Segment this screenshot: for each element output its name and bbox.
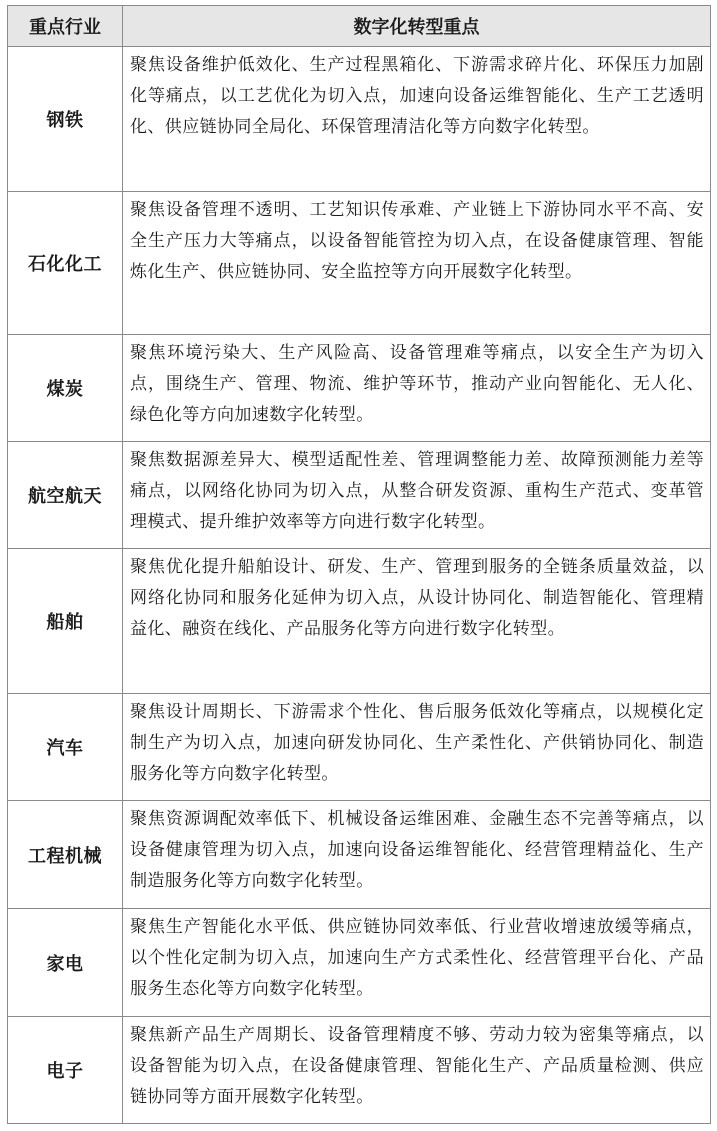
table-row — [8, 442, 711, 549]
header-focus: 数字化转型重点 — [123, 6, 711, 47]
industry-cell: 石化化工 — [8, 192, 123, 335]
focus-cell: 聚焦生产智能化水平低、供应链协同效率低、行业营收增速放缓等痛点，以个性化定制为切入点，加速向生产方式柔性化、经营管理平台化、产品服务生态化等方向数字化转型。 — [123, 909, 711, 1017]
industry-cell: 电子 — [8, 1017, 123, 1124]
industry-cell: 钢铁 — [8, 47, 123, 192]
header-industry: 重点行业 — [8, 6, 123, 47]
focus-cell: 聚焦环境污染大、生产风险高、设备管理难等痛点，以安全生产为切入点，围绕生产、管理、物流、维护等环节，推动产业向智能化、无人化、绿色化等方向加速数字化转型。 — [123, 335, 711, 442]
industry-cell: 工程机械 — [8, 801, 123, 909]
focus-cell: 聚焦设备维护低效化、生产过程黑箱化、下游需求碎片化、环保压力加剧化等痛点，以工艺优化为切入点，加速向设备运维智能化、生产工艺透明化、供应链协同全局化、环保管理清洁化等方向数字化转型。 — [123, 47, 711, 192]
table-row — [8, 694, 711, 801]
table-row — [8, 192, 711, 335]
table-row — [8, 1017, 711, 1124]
table-row — [8, 801, 711, 909]
table-row — [8, 909, 711, 1017]
focus-cell: 聚焦资源调配效率低下、机械设备运维困难、金融生态不完善等痛点，以设备健康管理为切入点，加速向设备运维智能化、经营管理精益化、生产制造服务化等方向数字化转型。 — [123, 801, 711, 909]
table-header-row — [8, 6, 711, 47]
focus-cell: 聚焦数据源差异大、模型适配性差、管理调整能力差、故障预测能力差等痛点，以网络化协同为切入点，从整合研发资源、重构生产范式、变革管理模式、提升维护效率等方向进行数字化转型。 — [123, 442, 711, 549]
industry-cell: 汽车 — [8, 694, 123, 801]
focus-cell: 聚焦优化提升船舶设计、研发、生产、管理到服务的全链条质量效益，以网络化协同和服务化延伸为切入点，从设计协同化、制造智能化、管理精益化、融资在线化、产品服务化等方向进行数字化转型。 — [123, 549, 711, 694]
industry-cell: 煤炭 — [8, 335, 123, 442]
table-row — [8, 549, 711, 694]
focus-cell: 聚焦新产品生产周期长、设备管理精度不够、劳动力较为密集等痛点，以设备智能为切入点，在设备健康管理、智能化生产、产品质量检测、供应链协同等方面开展数字化转型。 — [123, 1017, 711, 1124]
industry-cell: 航空航天 — [8, 442, 123, 549]
focus-cell: 聚焦设备管理不透明、工艺知识传承难、产业链上下游协同水平不高、安全生产压力大等痛点，以设备智能管控为切入点，在设备健康管理、智能炼化生产、供应链协同、安全监控等方向开展数字化转型。 — [123, 192, 711, 335]
table-row — [8, 47, 711, 192]
industry-cell: 家电 — [8, 909, 123, 1017]
table-row — [8, 335, 711, 442]
industry-focus-table — [7, 5, 711, 1124]
focus-cell: 聚焦设计周期长、下游需求个性化、售后服务低效化等痛点，以规模化定制生产为切入点，加速向研发协同化、生产柔性化、产供销协同化、制造服务化等方向数字化转型。 — [123, 694, 711, 801]
industry-cell: 船舶 — [8, 549, 123, 694]
